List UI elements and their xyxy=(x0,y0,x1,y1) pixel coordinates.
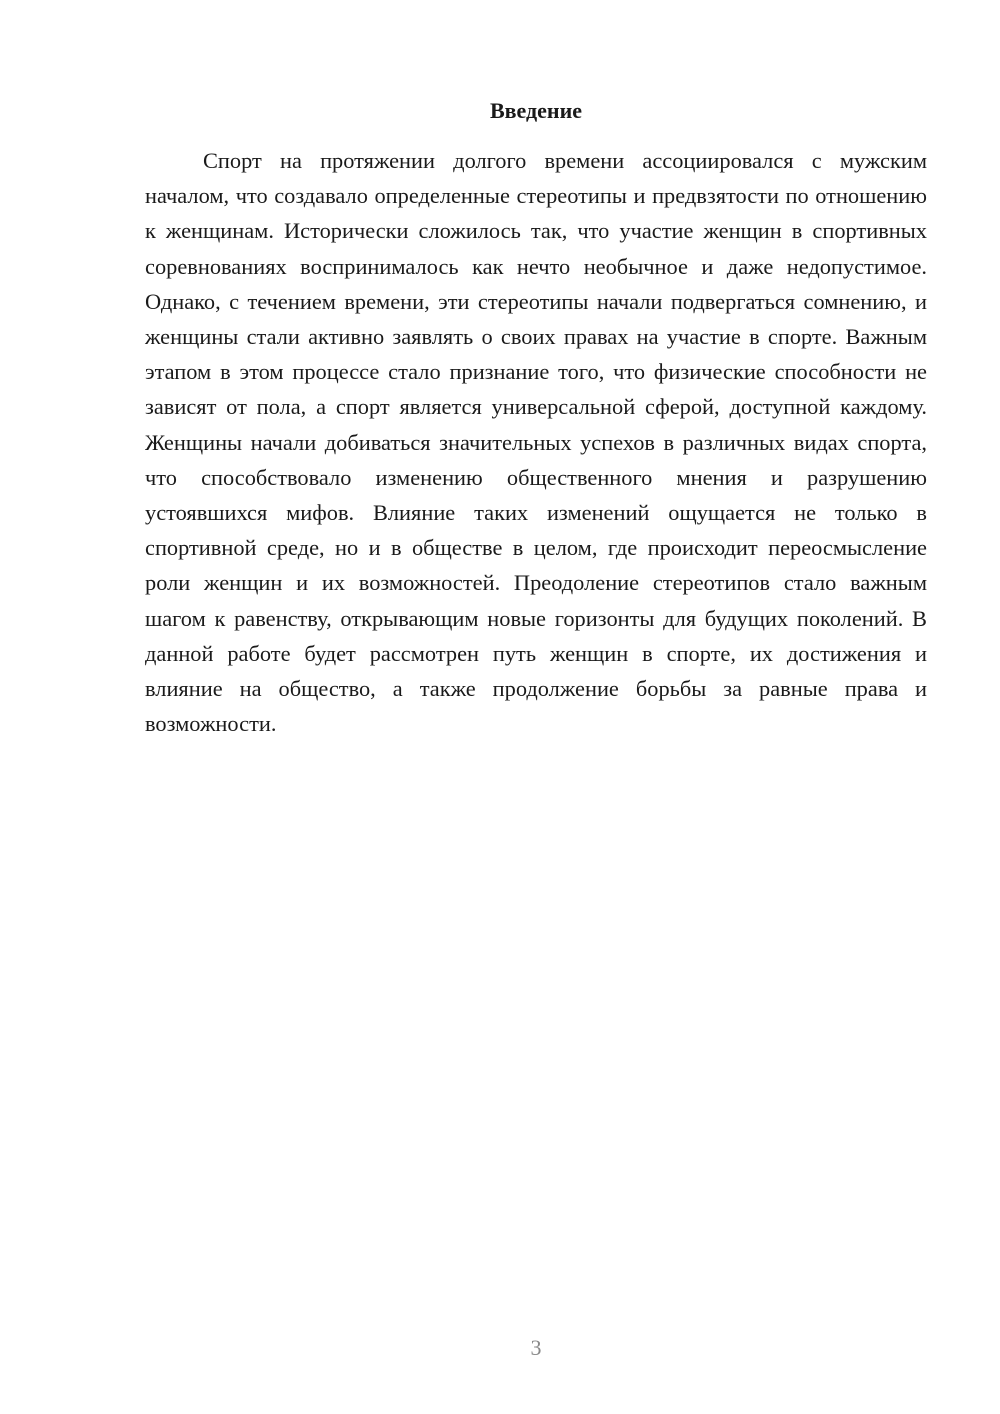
section-heading: Введение xyxy=(489,98,583,123)
body-paragraph: Спорт на протяжении долгого времени ассоциировался с мужским началом, что создавало определенные стереотипы и предвзятости по отношению к женщинам. Исторически сложилось так, что участие женщин в спортивных соревнованиях воспринималось как нечто необычное и даже недопустимое. Однако, с течением времени, эти стереотипы начали подвергаться сомнению, и женщины стали активно заявлять о своих правах на участие в спорте. Важным этапом в этом процессе стало признание того, что физические способности не зависят от пола, а спорт является универсальной сферой, доступной каждому. Женщины начали добиваться значительных успехов в различных видах спорта, что способствовало изменению общественного мнения и разрушению устоявшихся мифов. Влияние таких изменений ощущается не только в спортивной среде, но и в обществе в целом, где происходит переосмысление роли женщин и их возможностей. Преодоление стереотипов стало важным шагом к равенству, открывающим новые горизонты для будущих поколений. В данной работе будет рассмотрен путь женщин в спорте, их достижения и влияние на общество, а также продолжение борьбы за равные права и возможности. xyxy=(145,148,927,737)
page-number: 3 xyxy=(530,1335,542,1360)
